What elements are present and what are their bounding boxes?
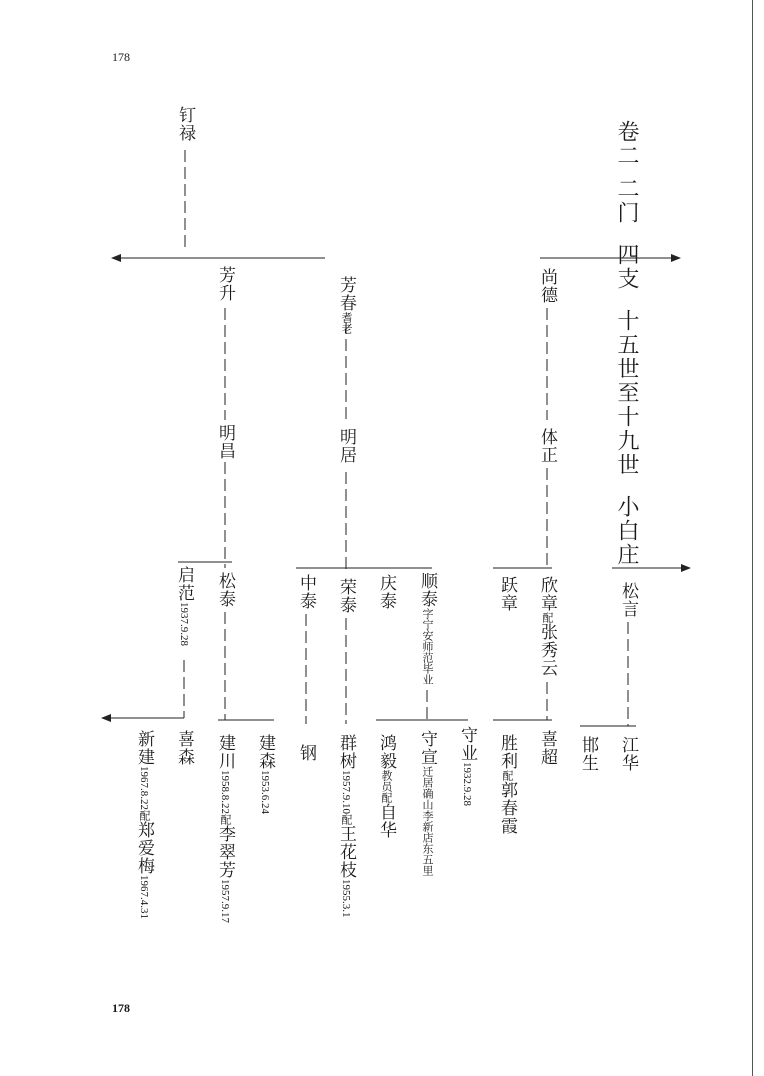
person-songtai: 松泰 [215,572,235,608]
person-xisen: 喜森 [174,730,194,766]
page-edge [752,0,753,1076]
person-hansheng: 邯生 [578,736,598,772]
person-qunshu: 群树1957.9.10配王花枝1955.3.1 [336,734,356,918]
person-yuezhang: 跃章 [497,576,517,612]
person-shangde: 尚德 [537,268,557,304]
page-title: 卷二 二门 四支 十五世至十九世 小白庄 [614,120,639,567]
person-fangchun: 芳春耆老 [336,276,356,334]
person-shengli: 胜利配郭春霞 [497,734,517,835]
person-hongyi: 鸿毅教员配自华 [376,734,396,839]
person-tizheng: 体正 [537,428,557,464]
person-jiansen: 建森1953.6.24 [255,734,275,814]
person-qifan: 启范1937.9.28 [174,566,194,646]
person-jianghua: 江华 [618,736,638,772]
person-gang: 钢 [296,744,316,762]
person-shouxuan: 守宣迁居确山李新店东五里 [417,730,437,876]
person-shuntai: 顺泰字宁安师范毕业 [417,572,437,685]
person-xinjian: 新建1967.8.22配郑爱梅1967.4.31 [134,730,154,919]
person-mingju: 明居 [336,428,356,464]
person-shouye: 守业1932.9.28 [457,726,477,806]
page-number-bottom: 178 [112,1001,130,1015]
person-zhongtai: 中泰 [296,574,316,610]
person-jianchuan: 建川1958.8.22配李翠芳1957.9.17 [215,734,235,923]
person-fangsheng: 芳升 [215,266,235,302]
person-qingtai: 庆泰 [376,574,396,610]
person-songyan: 松言 [618,582,638,618]
person-rongtai: 荣泰 [336,578,356,614]
person-dinglu: 钉禄 [175,106,195,142]
page-number-top: 178 [112,50,130,64]
person-xinzhang: 欣章配张秀云 [537,576,557,677]
person-xichao: 喜超 [537,730,557,766]
person-mingchang: 明昌 [215,424,235,460]
